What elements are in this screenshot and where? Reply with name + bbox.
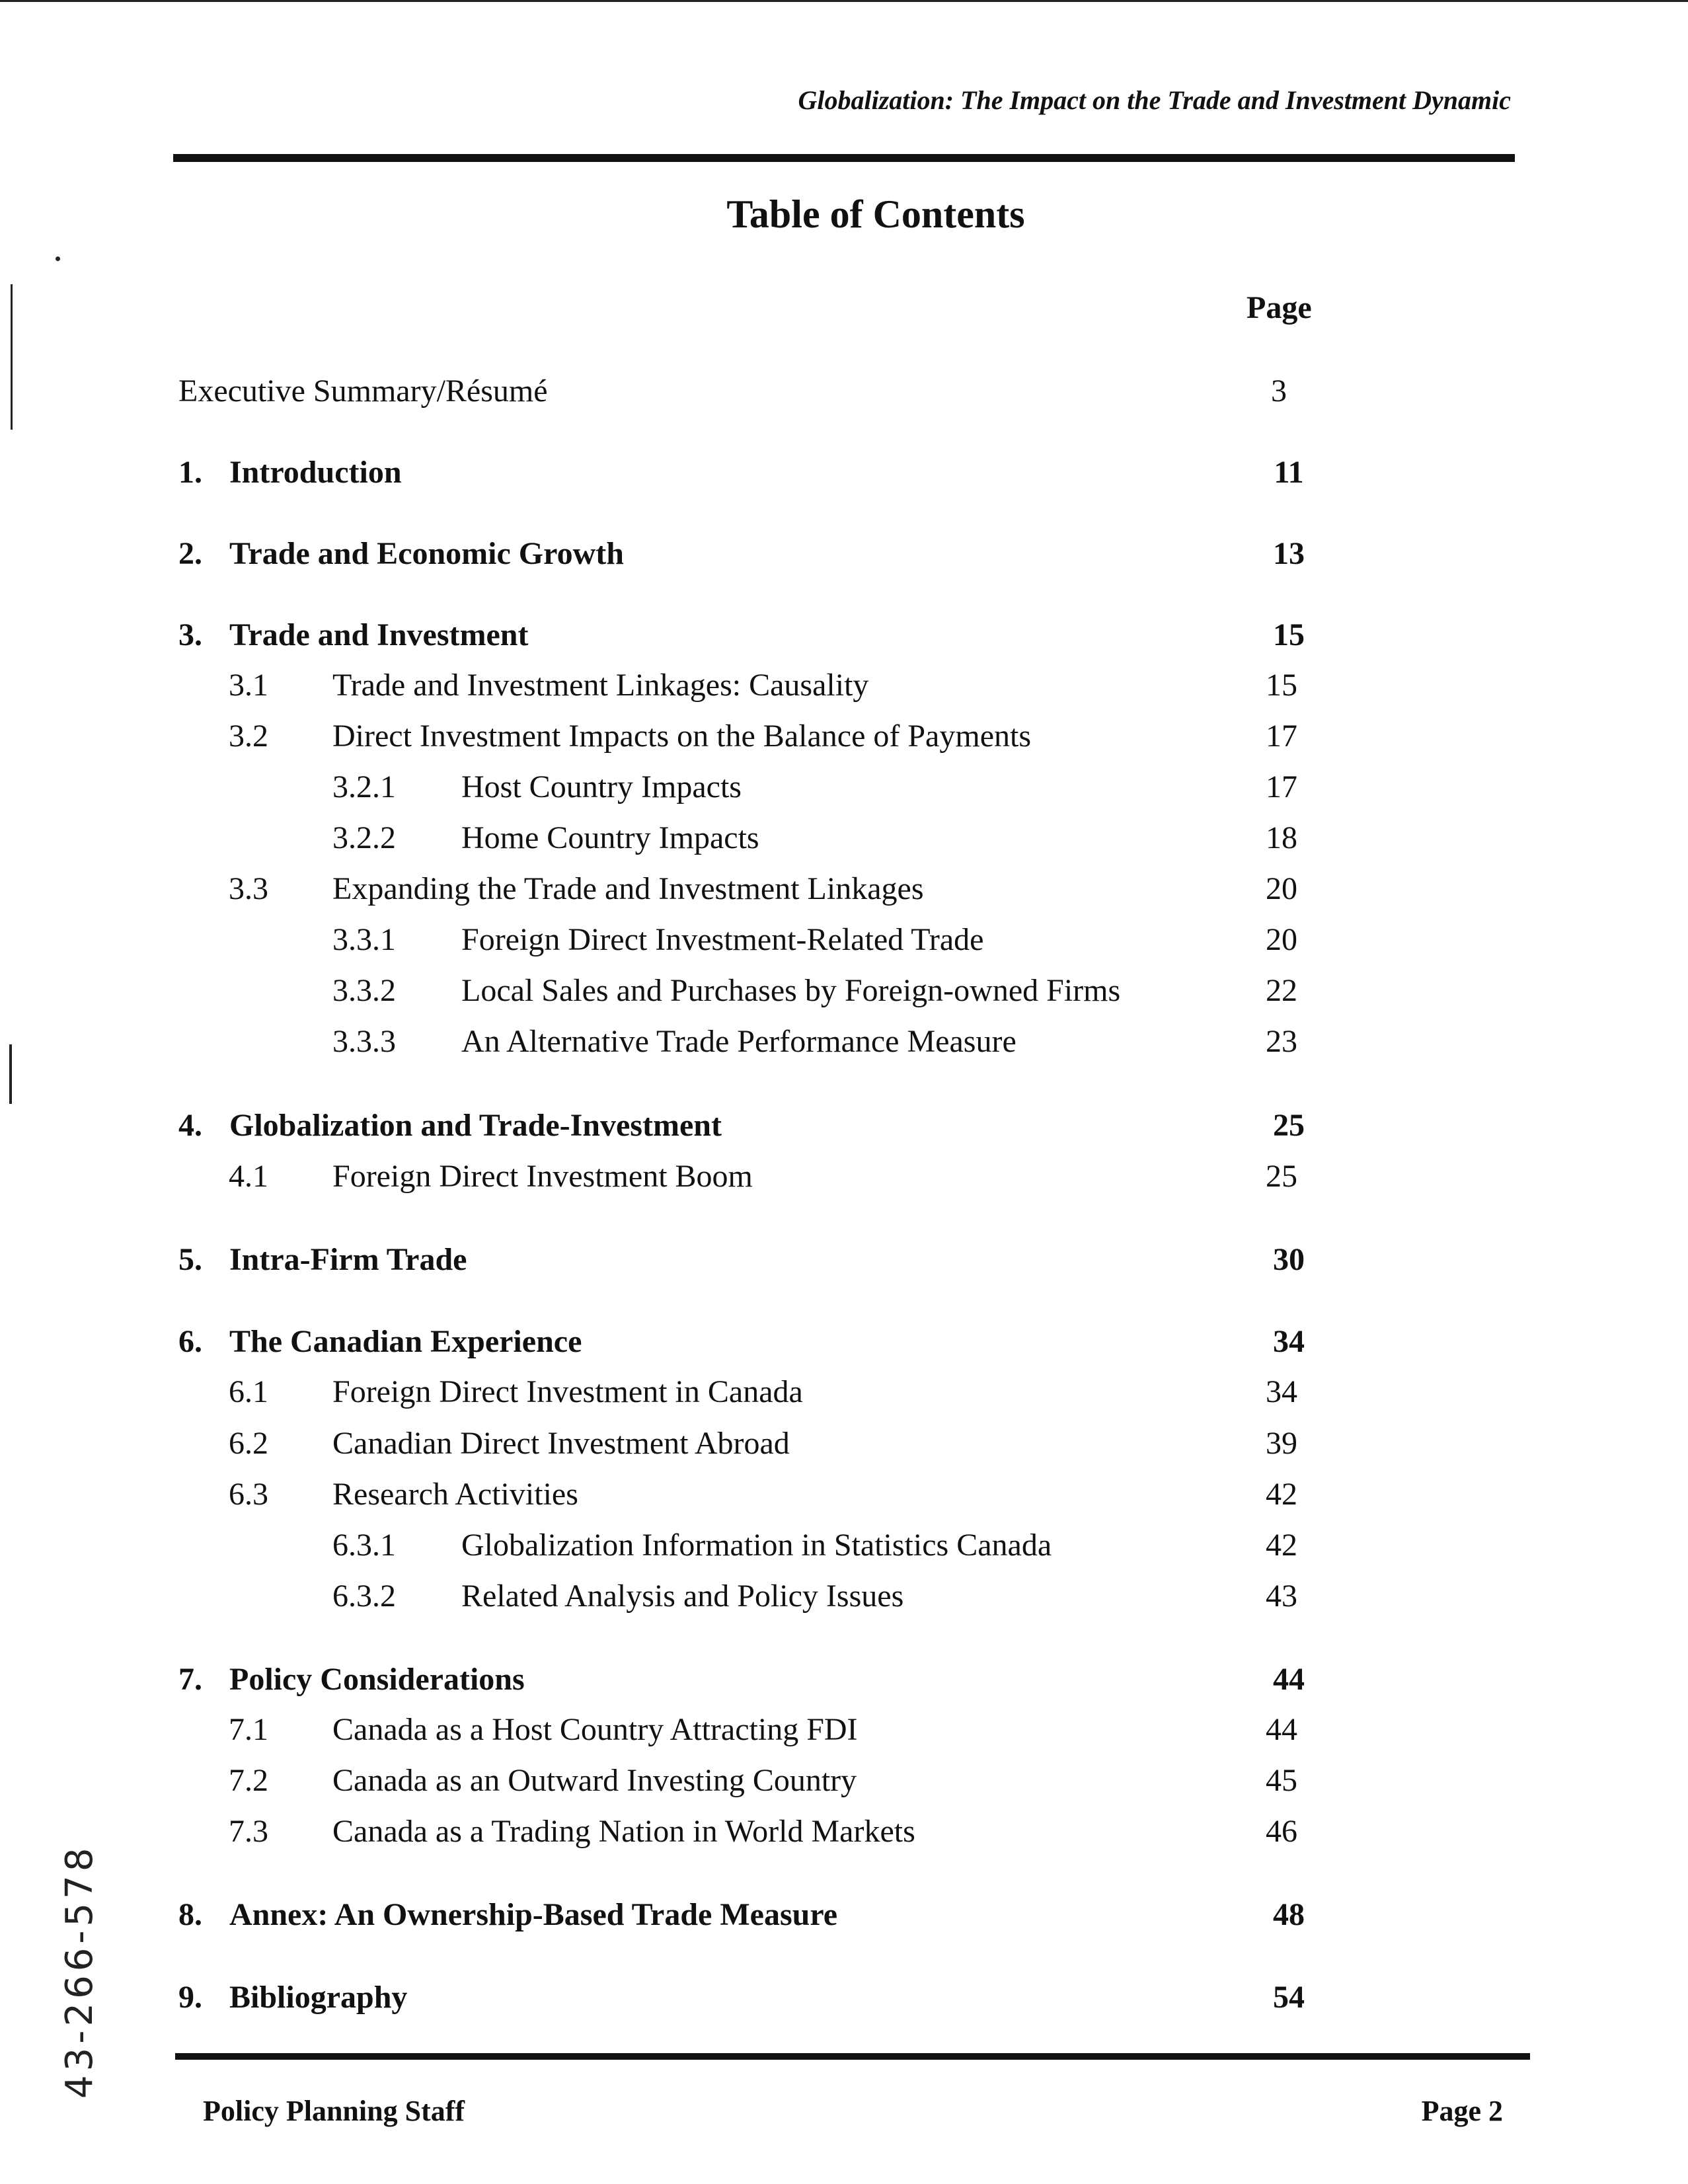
toc-entry-label: Intra-Firm Trade [229,1242,467,1277]
toc-entry-page: 18 [1266,820,1297,855]
running-header: Globalization: The Impact on the Trade and Investment Dynamic [798,85,1511,115]
toc-entry-number: 2. [178,536,202,571]
toc-entry-number: 3.1 [229,668,268,703]
toc-entry-label: Home Country Impacts [461,820,759,855]
toc-entry-number: 7.2 [229,1763,268,1798]
toc-entry [0,533,1688,575]
toc-entry [0,1239,1688,1281]
toc-entry-label: Host Country Impacts [461,769,742,804]
toc-entry-page: 44 [1266,1712,1297,1747]
toc-entry-page: 42 [1266,1477,1297,1512]
toc-entry [0,1155,1688,1198]
toc-entry-page: 48 [1273,1897,1305,1932]
toc-entry-page: 20 [1266,871,1297,906]
toc-entry-number: 6.1 [229,1374,268,1409]
toc-entry [0,451,1688,494]
toc-entry-number: 6.3.1 [332,1528,396,1563]
toc-entry-label: Bibliography [229,1980,408,2015]
toc-entry-label: Local Sales and Purchases by Foreign-owned Firms [461,973,1121,1008]
toc-entry-number: 3.3.1 [332,922,396,957]
toc-entry [0,817,1688,859]
toc-entry-number: 3.2 [229,719,268,754]
toc-entry [0,766,1688,808]
toc-entry [0,1021,1688,1063]
toc-entry [0,1321,1688,1363]
toc-entry-page: 3 [1271,373,1287,409]
toc-entry-number: 3.3.3 [332,1024,396,1059]
toc-entry [0,715,1688,758]
toc-entry [0,1894,1688,1936]
toc-entry-label: Executive Summary/Résumé [178,373,548,409]
toc-entry-page: 43 [1266,1579,1297,1614]
footer-page-number: Page 2 [1421,2095,1503,2127]
header-rule [173,154,1515,162]
toc-entry-label: Introduction [229,455,402,490]
toc-entry-number: 3.3.2 [332,973,396,1008]
toc-entry-label: The Canadian Experience [229,1324,582,1359]
toc-entry-number: 6. [178,1324,202,1359]
toc-entry-number: 7.1 [229,1712,268,1747]
toc-entry-number: 3.2.2 [332,820,396,855]
scan-mark [9,1044,12,1104]
toc-entry [0,1976,1688,2019]
scan-mark [56,256,60,261]
toc-entry-label: Policy Considerations [229,1662,525,1697]
toc-entry [0,919,1688,961]
toc-entry-label: Annex: An Ownership-Based Trade Measure [229,1897,838,1932]
page-column-header: Page [1247,290,1312,325]
toc-entry-number: 3.2.1 [332,769,396,804]
toc-entry-label: Direct Investment Impacts on the Balance of Payments [332,719,1032,754]
toc-entry [0,1524,1688,1567]
toc-entry-number: 6.2 [229,1426,268,1461]
handwritten-note: 43-266-578 [58,1844,101,2099]
toc-entry-page: 44 [1273,1662,1305,1697]
toc-entry-number: 5. [178,1242,202,1277]
toc-entry-label: Expanding the Trade and Investment Linkages [332,871,924,906]
toc-entry-page: 11 [1274,455,1304,490]
toc-entry-page: 23 [1266,1024,1297,1059]
toc-entry-label: Canadian Direct Investment Abroad [332,1426,790,1461]
toc-entry-page: 15 [1273,617,1305,652]
toc-entry-label: An Alternative Trade Performance Measure [461,1024,1017,1059]
toc-entry-number: 9. [178,1980,202,2015]
toc-entry-page: 25 [1266,1159,1297,1194]
toc-entry-number: 4.1 [229,1159,268,1194]
toc-entry-label: Related Analysis and Policy Issues [461,1579,904,1614]
toc-entry-label: Canada as a Host Country Attracting FDI [332,1712,858,1747]
toc-entry-label: Foreign Direct Investment-Related Trade [461,922,984,957]
toc-entry-page: 39 [1266,1426,1297,1461]
toc-entry-label: Trade and Economic Growth [229,536,624,571]
toc-entry-page: 22 [1266,973,1297,1008]
toc-entry [0,1760,1688,1802]
toc-entry-number: 4. [178,1108,202,1143]
toc-entry-label: Globalization and Trade-Investment [229,1108,722,1143]
toc-entry-number: 6.3.2 [332,1579,396,1614]
scan-mark [11,284,13,430]
toc-entry-page: 46 [1266,1814,1297,1849]
toc-entry [0,614,1688,656]
toc-entry-page: 54 [1273,1980,1305,2015]
toc-entry [0,370,1688,412]
toc-entry-page: 25 [1273,1108,1305,1143]
toc-entry-number: 3. [178,617,202,652]
footer-left: Policy Planning Staff [203,2095,465,2127]
toc-entry-page: 13 [1273,536,1305,571]
toc-entry-page: 42 [1266,1528,1297,1563]
toc-entry [0,868,1688,910]
toc-entry [0,1575,1688,1618]
toc-entry-page: 15 [1266,668,1297,703]
toc-entry-page: 17 [1266,769,1297,804]
toc-entry [0,1658,1688,1701]
toc-entry [0,1811,1688,1853]
toc-entry-page: 30 [1273,1242,1305,1277]
toc-entry-label: Canada as a Trading Nation in World Markets [332,1814,915,1849]
toc-entry-label: Trade and Investment Linkages: Causality [332,668,869,703]
toc-entry-page: 20 [1266,922,1297,957]
toc-entry-label: Canada as an Outward Investing Country [332,1763,857,1798]
footer-rule [175,2053,1530,2060]
scan-mark [0,0,1688,2]
toc-entry-label: Trade and Investment [229,617,529,652]
toc-entry [0,1473,1688,1516]
toc-entry-number: 8. [178,1897,202,1932]
toc-entry-number: 7.3 [229,1814,268,1849]
toc-entry-number: 7. [178,1662,202,1697]
toc-entry-number: 6.3 [229,1477,268,1512]
toc-entry-label: Globalization Information in Statistics Canada [461,1528,1052,1563]
toc-entry [0,664,1688,707]
toc-entry-page: 17 [1266,719,1297,754]
toc-entry-label: Foreign Direct Investment in Canada [332,1374,803,1409]
toc-entry [0,970,1688,1012]
toc-entry [0,1105,1688,1147]
toc-entry [0,1423,1688,1465]
toc-entry-page: 45 [1266,1763,1297,1798]
toc-entry-number: 3.3 [229,871,268,906]
page-title: Table of Contents [726,192,1025,236]
toc-entry [0,1709,1688,1751]
toc-entry-page: 34 [1266,1374,1297,1409]
toc-entry [0,1371,1688,1413]
toc-entry-page: 34 [1273,1324,1305,1359]
toc-entry-label: Foreign Direct Investment Boom [332,1159,753,1194]
toc-entry-label: Research Activities [332,1477,578,1512]
toc-entry-number: 1. [178,455,202,490]
